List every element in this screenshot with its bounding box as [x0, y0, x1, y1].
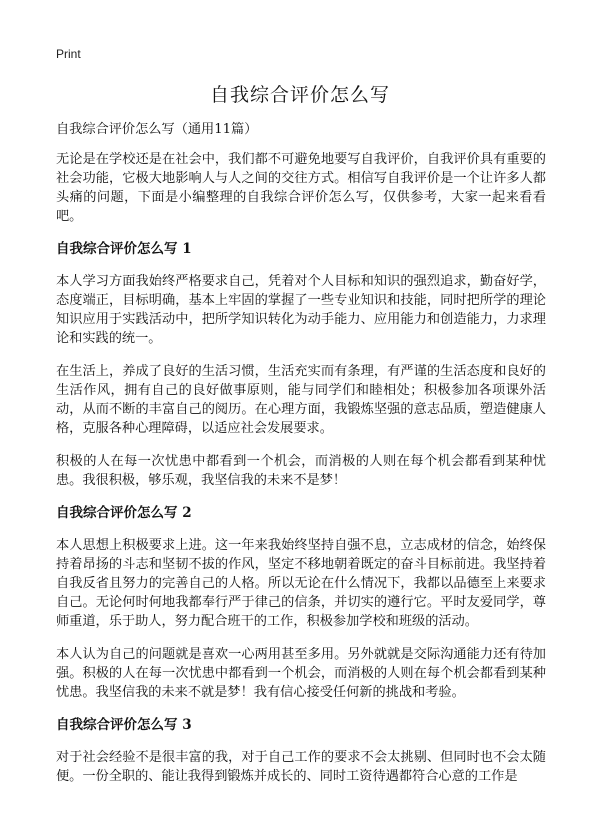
section-heading: 自我综合评价怎么写 2	[56, 505, 192, 521]
print-link[interactable]: Print	[56, 47, 81, 61]
document-subtitle: 自我综合评价怎么写（通用11篇）	[56, 122, 258, 137]
section-paragraph: 对于社会经验不是很丰富的我，对于自己工作的要求不会太挑剔、但同时也不会太随便。一份全职的、能让我得到锻炼并成长的、同时工资待遇都符合心意的工作是	[56, 750, 546, 784]
section-paragraph: 本人认为自己的问题就是喜欢一心两用甚至多用。另外就就是交际沟通能力还有待加强。积极的人在每一次忧患中都看到一个机会，而消极的人则在每个机会都看到某种忧患。我坚信我的未来不就是梦！我有信心接受任何新的挑战和考验。	[56, 647, 546, 700]
document-title: 自我综合评价怎么写	[209, 84, 390, 106]
section-paragraph: 在生活上，养成了良好的生活习惯，生活充实而有条理，有严谨的生活态度和良好的生活作风，拥有自己的良好做事原则，能与同学们和睦相处；积极参加各项课外活动，从而不断的丰富自己的阅历。在心理方面，我锻炼坚强的意志品质，塑造健康人格，克服各种心理障碍，以适应社会发展要求。	[56, 364, 546, 436]
intro-paragraph: 无论是在学校还是在社会中，我们都不可避免地要写自我评价，自我评价具有重要的社会功能，它极大地影响人与人之间的交往方式。相信写自我评价是一个让许多人都头痛的问题，下面是小编整理的自我综合评价怎么写，仅供参考，大家一起来看看吧。	[56, 152, 546, 224]
section-heading: 自我综合评价怎么写 3	[56, 717, 192, 733]
section-paragraph: 本人学习方面我始终严格要求自己，凭着对个人目标和知识的强烈追求，勤奋好学，态度端正，目标明确，基本上牢固的掌握了一些专业知识和技能，同时把所学的理论知识应用于实践活动中，把所学知识转化为动手能力、应用能力和创造能力，力求理论和实践的统一。	[56, 274, 546, 346]
section-heading: 自我综合评价怎么写 1	[56, 241, 192, 257]
section-paragraph: 本人思想上积极要求上进。这一年来我始终坚持自强不息，立志成材的信念，始终保持着昂扬的斗志和坚韧不拔的作风，坚定不移地朝着既定的奋斗目标前进。我坚持着自我反省且努力的完善自己的人格。所以无论在什么情况下，我都以品德至上来要求自己。无论何时何地我都奉行严于律己的信条，并切实的遵行它。平时友爱同学，尊师重道，乐于助人，努力配合班干的工作，积极参加学校和班级的活动。	[56, 538, 546, 629]
section-paragraph: 积极的人在每一次忧患中都看到一个机会，而消极的人则在每个机会都看到某种忧患。我很积极，够乐观，我坚信我的未来不是梦！	[56, 454, 546, 488]
document-body	[56, 120, 546, 800]
